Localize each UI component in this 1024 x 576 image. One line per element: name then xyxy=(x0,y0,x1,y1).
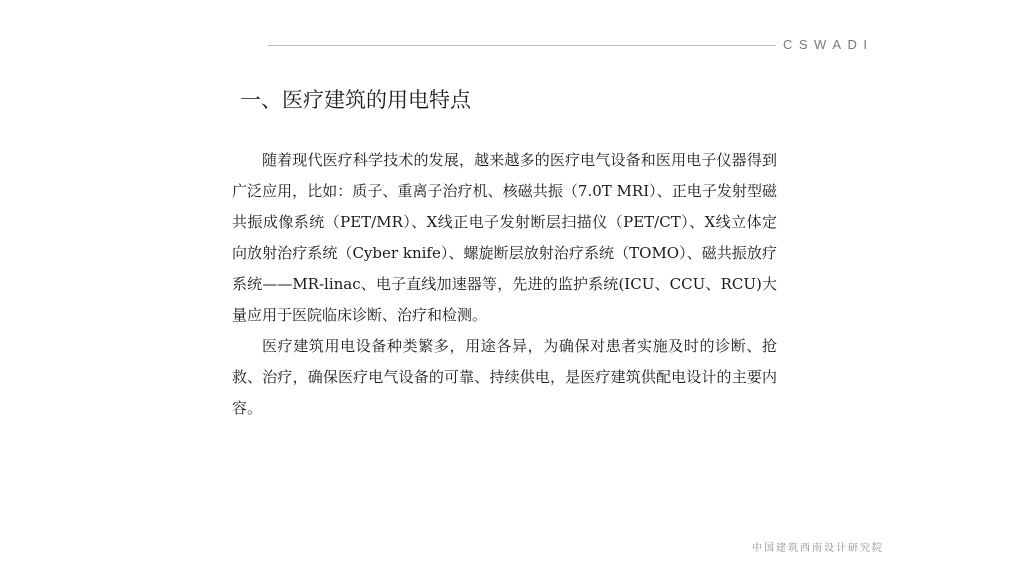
paragraph-1: 随着现代医疗科学技术的发展，越来越多的医疗电气设备和医用电子仪器得到广泛应用，比如：质子、重离子治疗机、核磁共振（7.0T MRI）、正电子发射型磁共振成像系统（PET/MR）、X线正电子发射断层扫描仪（PET/CT）、X线立体定向放射治疗系统（Cyber knife）、螺旋断层放射治疗系统（TOMO）、磁共振放疗系统——MR-linac、电子直线加速器等，先进的监护系统(ICU、CCU、RCU)大量应用于医院临床诊断、治疗和检测。 xyxy=(232,151,777,324)
section-title: 一、医疗建筑的用电特点 xyxy=(240,88,471,112)
header-divider-line xyxy=(268,45,776,46)
body-text xyxy=(232,145,777,424)
footer-organization: 中国建筑西南设计研究院 xyxy=(752,543,884,554)
paragraph-2: 医疗建筑用电设备种类繁多，用途各异，为确保对患者实施及时的诊断、抢救、治疗，确保医疗电气设备的可靠、持续供电，是医疗建筑供配电设计的主要内容。 xyxy=(232,337,777,417)
brand-wordmark: CSWADI xyxy=(783,37,874,52)
